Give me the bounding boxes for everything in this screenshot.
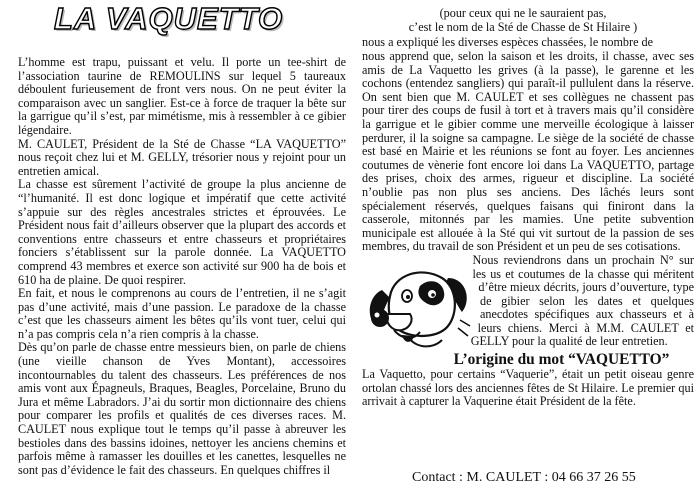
subtitle-line-1: (pour ceux qui ne le sauraient pas,	[439, 6, 607, 20]
section-heading: L’origine du mot “VAQUETTO”	[453, 351, 670, 369]
paragraph: nous apprend que, selon la saison et les droits, il chasse, avec ses amis de La Vaquetto les grives (à la passe), le garenne et les cochons (entendez sangliers) qui paraît-il pullulent dans la réserve. On sent bien que M. CAULET et ses collègues ne chassent pas pour tirer des coups de fusil à tort et à travers mais qu’il considère la garrigue et le gibier comme une merveille écologique à laisser perdurer, il la soigne sa campagne. Le siège de la société de chasse est basé en Mairie et les réunions se font au foyer. Les anciennes coutumes de vènerie font encore loi dans La VAQUETTO, partage des prises, choix des armes, rigueur et discipline. La société n’oublie pas non plus ses anciens. Des lâchés leurs sont spécialement réservés, quelques faisans qui finiront dans la casserole, mitonnés par les mamies. Une petite subvention municipale est allouée à la Sté qui vit surtout de la passion de ses membres, du travail de son Président et un peu de ses cotisations.	[362, 49, 694, 254]
right-column	[362, 35, 694, 497]
paragraph: La chasse est sûrement l’activité de groupe la plus ancienne de “l’humanité. Il est donc logique et impératif que cette activité s’appuie sur des règles ancestrales strictes et éprouvées. Le Président nous fait d’ailleurs observer que la plupart des accords et conventions entre chasseurs et entre chasseurs et propriétaires fonciers s’établissent sur la parole donnée. La VAQUETTO comprend 43 membres et exerce son activité sur 900 ha de bois et 610 ha de plaine. De quoi respirer.	[18, 177, 346, 287]
masthead-logo: LA VAQUETTO	[54, 1, 284, 36]
cartoon-dog-icon	[362, 256, 474, 360]
paragraph: En fait, et nous le comprenons au cours de l’entretien, il ne s’agit pas d’une activité, mais d’une passion. Le paradoxe de la chasse c’est que les chasseurs aiment les bêtes qu’ils vont tuer, celui qui n’a pas compris cela n’a rien compris à la chasse.	[18, 286, 346, 341]
paragraph: Dès qu’on parle de chasse entre messieurs bien, on parle de chiens (une vieille chanson de Yves Montant), accessoires incontournables du talent des chasseurs. Les préférences de nos amis vont aux Épagneuls, Braques, Beagles, Porcelaine, Bruno du Jura et même Labradors. J’ai du sortir mon dictionnaire des chiens pour comparer les profils et qualités de ces diverses races. M. CAULET nous explique tout le temps qu’il passe à abreuver les bestioles dans des bassins idoines, nettoyer les anciens chemins et parfois même à ramasser les douilles et les canettes, lesquelles ne sont pas d’évidence le fait des chasseurs. En quelques chiffres il	[18, 340, 346, 477]
masthead-subtitle	[352, 6, 694, 34]
paragraph: Nous reviendrons dans un prochain N° sur les us et coutumes de la chasse qui méritent d’être mieux décrits, jours d’ouverture, type de gibier selon les dates et quelques anecdotes spécifiques aux chasseurs et à leurs chiens. Merci à M.M. CAULET et GELLY pour la qualité de leur entretien.	[470, 252, 694, 349]
contact-line: Contact : M. CAULET : 04 66 37 26 55	[412, 470, 636, 485]
cropped-line: nous a expliqué les diverses espèces chassées, le nombre de	[362, 35, 654, 49]
paragraph: La Vaquetto, pour certains “Vaquerie”, était un petit oiseau genre ortolan chassé lors des anciennes fêtes de St Hilaire. Le premier qui arrivait à capturer la Vaquerine était Président de la fête.	[362, 367, 694, 409]
left-column	[18, 56, 346, 497]
dog-block	[362, 254, 694, 349]
subtitle-line-2: c’est le nom de la Sté de Chasse de St Hilaire )	[408, 20, 638, 34]
paragraph: L’homme est trapu, puissant et velu. Il porte un tee-shirt de l’association taurine de REMOULINS sur lequel 5 taureaux déboulent furieusement de front vers nous. On ne peut éviter la comparaison avec un sanglier. Est-ce à force de traquer la bête sur la garrigue qu’il s’est, par mimétisme, mis à ressembler à ce gibier légendaire.	[18, 55, 346, 137]
paragraph: M. CAULET, Président de la Sté de Chasse “LA VAQUETTO” nous reçoit chez lui et M. GELLY, trésorier nous y rejoint pour un entretien amical.	[18, 136, 346, 178]
